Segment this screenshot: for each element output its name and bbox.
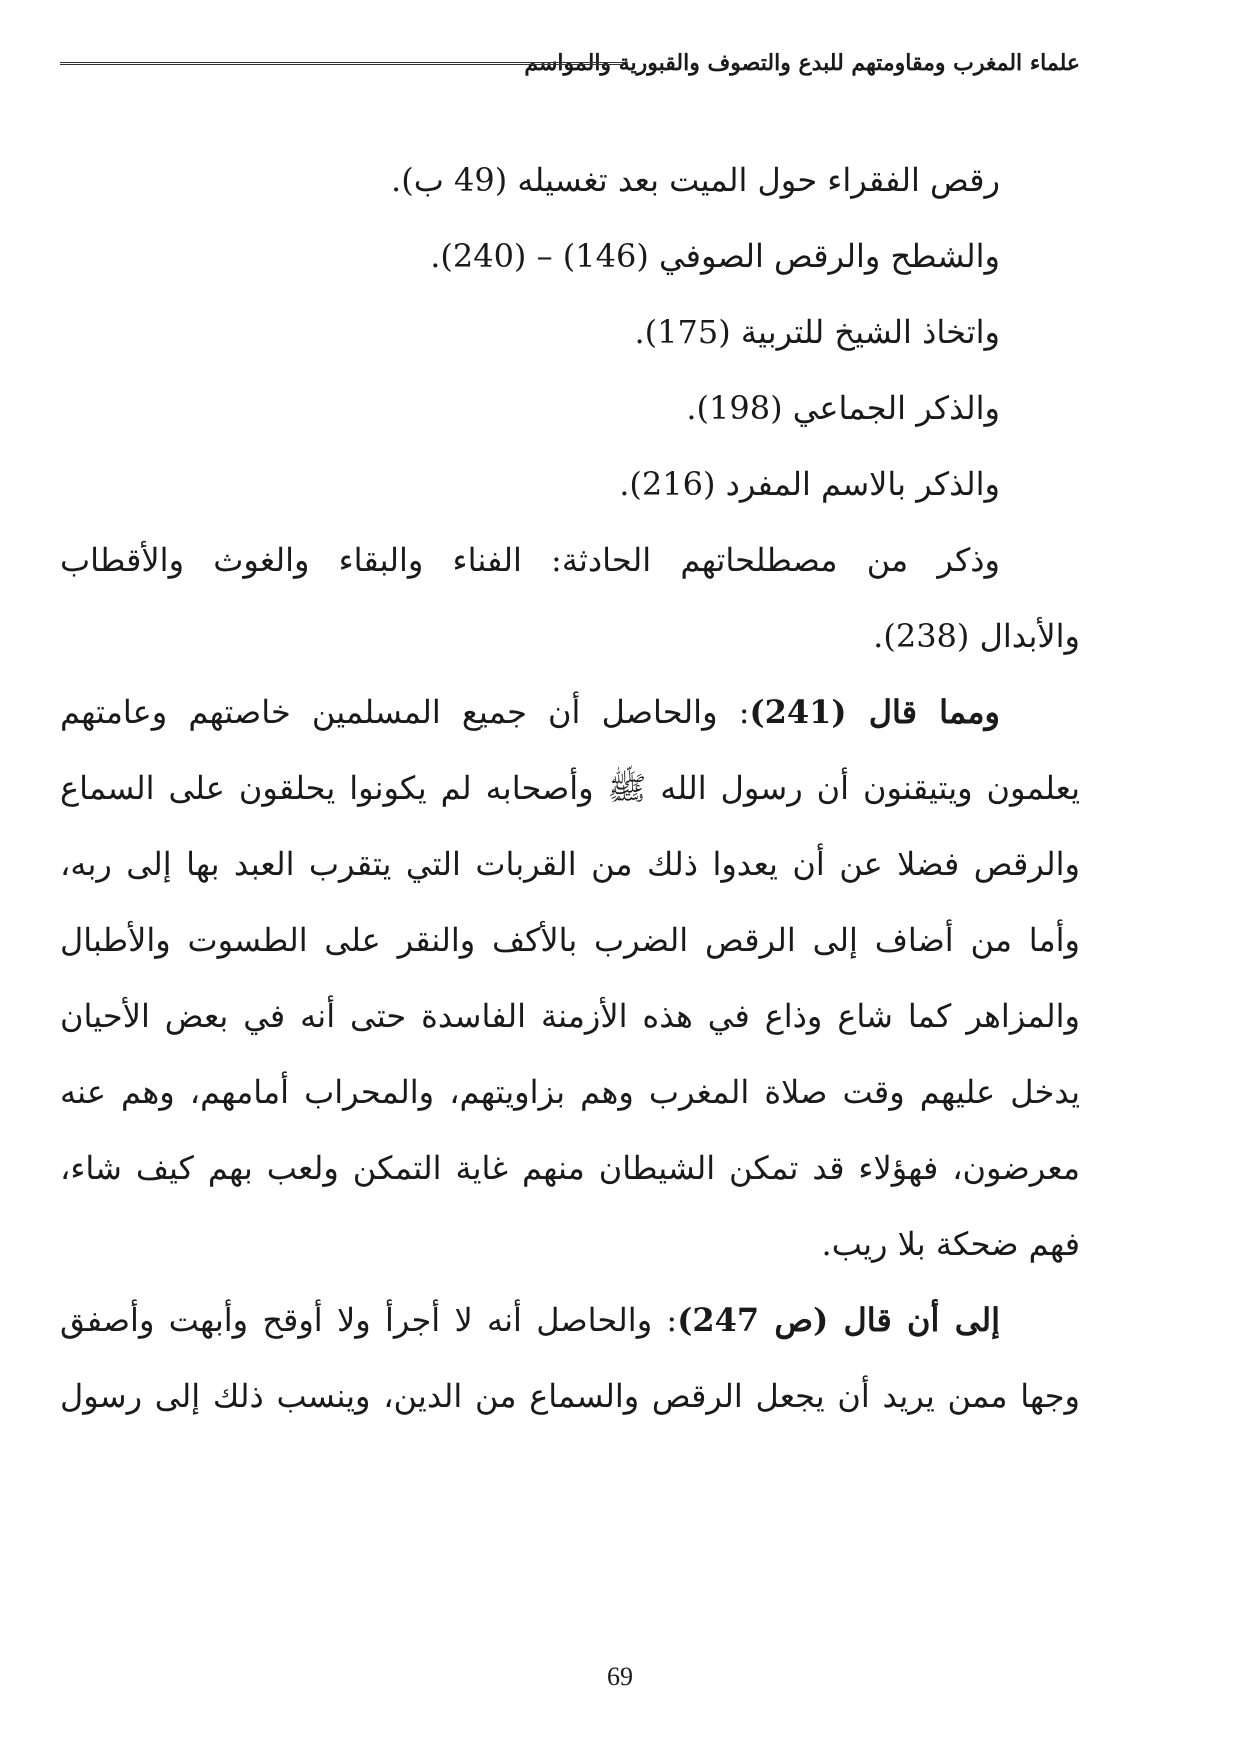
- list-item: والشطح والرقص الصوفي (146) – (240).: [430, 237, 1000, 275]
- list-item: والذكر بالاسم المفرد (216).: [619, 465, 1000, 503]
- quote2-lead: إلى أن قال (ص 247): [677, 1301, 1001, 1339]
- quote1-first-line-rest: : والحاصل أن جميع المسلمين خاصتهم وعامتهم: [60, 693, 750, 731]
- quote1-first-line: [60, 674, 1080, 750]
- quote1-line: والرقص فضلا عن أن يعدوا ذلك من القربات التي يتقرب العبد بها إلى ربه،: [60, 845, 1081, 883]
- header-rule: [60, 62, 625, 65]
- quote2-first-line: [60, 1282, 1080, 1358]
- terms-line: وذكر من مصطلحاتهم الحادثة: الفناء والبقاء والغوث والأقطاب: [60, 541, 1000, 579]
- running-header: [60, 44, 1080, 84]
- quote1-line: فهم ضحكة بلا ريب.: [821, 1225, 1080, 1263]
- list-item: والذكر الجماعي (198).: [686, 389, 1000, 427]
- page-number: 69: [607, 1662, 633, 1691]
- quote1-line: وأما من أضاف إلى الرقص الضرب بالأكف والنقر على الطسوت والأطبال: [60, 921, 1080, 959]
- quote1-line: يعلمون ويتيقنون أن رسول الله ﷺ وأصحابه لم يكونوا يحلقون على السماع: [60, 769, 1081, 807]
- body-text: [60, 142, 1080, 1434]
- quote1-line: والمزاهر كما شاع وذاع في هذه الأزمنة الفاسدة حتى أنه في بعض الأحيان: [60, 997, 1080, 1035]
- quote2-first-line-rest: : والحاصل أنه لا أجرأ ولا أوقح وأبهت وأصفق: [60, 1301, 678, 1339]
- quote1-line: معرضون، فهؤلاء قد تمكن الشيطان منهم غاية التمكن ولعب بهم كيف شاء،: [60, 1149, 1080, 1187]
- quote1-lead: ومما قال (241): [749, 693, 1001, 731]
- running-header-title: علماء المغرب ومقاومتهم للبدع والتصوف والقبورية والمواسم: [524, 50, 1080, 76]
- quote1-line: يدخل عليهم وقت صلاة المغرب وهم بزاويتهم، والمحراب أمامهم، وهم عنه: [60, 1073, 1081, 1111]
- quote2-line: وجها ممن يريد أن يجعل الرقص والسماع من الدين، وينسب ذلك إلى رسول: [60, 1377, 1080, 1415]
- terms-line: والأبدال (238).: [873, 617, 1080, 655]
- list-item: واتخاذ الشيخ للتربية (175).: [634, 313, 1000, 351]
- list-item: رقص الفقراء حول الميت بعد تغسيله (49 ب).: [391, 161, 1000, 199]
